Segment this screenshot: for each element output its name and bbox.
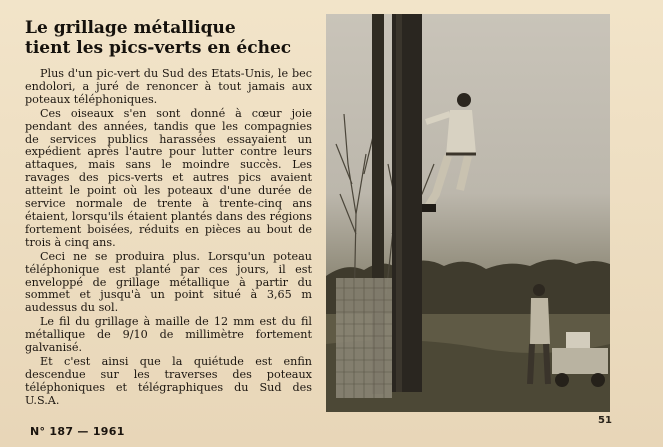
paragraph-2: Ces oiseaux s'en sont donné à cœur joie pendant des années, tandis que les compagnies de services publics harassées essayaient un expédient après l'autre pour lutter contre leurs attaques, mais sans le moindre succès. Les ravages des pics-verts et autres pics avaient atteint le point où les poteaux d'une durée de service normale de trente à trente-cinq ans étaient, lorsqu'ils étaient plantés dans des régions fortement boisées, réduits en pièces au bout de trois à cinq ans. <box>25 106 312 249</box>
page-number: 51 <box>598 415 612 426</box>
pole-highlight <box>396 14 402 392</box>
issue-footer: N° 187 — 1961 <box>30 425 125 438</box>
paragraph-5: Et c'est ainsi que la quiétude est enfin descendue sur les traverses des poteaux téléphoniques et télégraphiques du Sud des U.S.A. <box>25 354 312 407</box>
headline-line-2: tient les pics-verts en échec <box>25 38 292 58</box>
paragraph-1: Plus d'un pic-vert du Sud des Etats-Unis, le bec endolori, a juré de renoncer à tout jamais aux poteaux téléphoniques. <box>25 67 312 106</box>
lineman-figure <box>422 93 476 212</box>
paragraph-4: Le fil du grillage à maille de 12 mm est du fil métallique de 9/10 de millimètre fortement galvanisé. <box>25 315 312 355</box>
article-body <box>25 68 312 409</box>
paragraph-3: Ceci ne se produira plus. Lorsqu'un poteau téléphonique est planté par ces jours, il est enveloppé de grillage métallique à partir du sommet et jusqu'à un point situé à 3,65 m audessus du sol. <box>25 249 312 315</box>
article-headline <box>25 18 325 58</box>
photo-illustration <box>326 14 610 412</box>
article-photo <box>326 14 610 412</box>
headline-line-1: Le grillage métallique <box>25 18 236 38</box>
